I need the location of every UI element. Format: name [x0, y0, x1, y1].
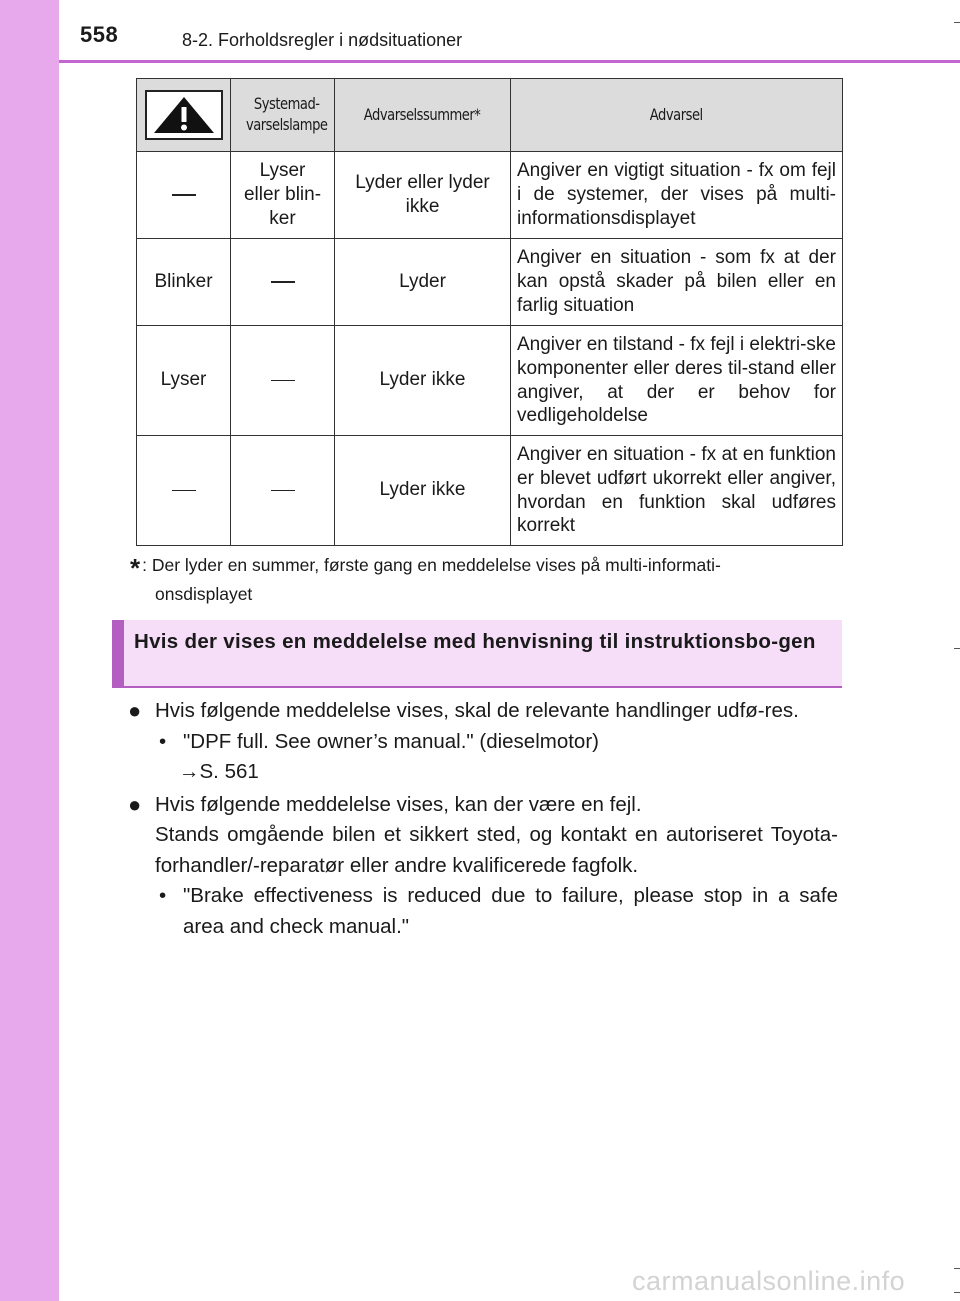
cell-warning: Angiver en situation - fx at en funktion er blevet udført ukorrekt eller angiver, hvordan en funktion skal udføres korrekt — [511, 436, 843, 546]
sub-item — [155, 881, 838, 942]
cell-dash — [137, 152, 231, 239]
cell-buzzer: Lyder eller lyder ikke — [335, 152, 511, 239]
cell-buzzer: Lyder ikke — [335, 326, 511, 436]
cell-buzzer: Lyder — [335, 239, 511, 326]
cell-dash — [231, 436, 335, 546]
list-item — [128, 696, 838, 727]
cell-lamp: Lyser eller blin- ker — [231, 152, 335, 239]
side-strip — [0, 0, 59, 1301]
header-buzzer: Advarselssummer* — [335, 79, 511, 152]
table-row — [137, 436, 843, 546]
body-text — [128, 696, 838, 942]
cell-buzzer: Lyder ikke — [335, 436, 511, 546]
table-header-row — [137, 79, 843, 152]
cell-dash — [231, 326, 335, 436]
cell-warning: Angiver en vigtigt situation - fx om fejl i de systemer, der vises på multi-informationsdisplayet — [511, 152, 843, 239]
bullet2-line1: Hvis følgende meddelelse vises, kan der være en fejl. — [155, 792, 642, 816]
sub-bullet-icon: • — [159, 884, 167, 907]
crop-mark — [954, 648, 960, 649]
crop-mark — [954, 1268, 960, 1269]
crop-mark — [954, 1292, 960, 1293]
watermark: carmanualsonline.info — [632, 1266, 906, 1296]
warning-triangle-icon — [145, 90, 223, 140]
bullet2-line2: Stands omgående bilen et sikkert sted, og kontakt en autoriseret Toyota-forhandler/-reparatør eller andre kvalificerede fagfolk. — [155, 823, 838, 877]
page-number: 558 — [80, 22, 119, 47]
cell-dash — [137, 436, 231, 546]
page-reference-link[interactable]: →S. 561 — [179, 760, 259, 783]
sub-bullet-icon: • — [159, 729, 167, 753]
cell-warning: Angiver en situation - som fx at der kan opstå skader på bilen eller en farlig situation — [511, 239, 843, 326]
subsection-heading: Hvis der vises en meddelelse med henvisning til instruktionsbo-gen — [112, 620, 842, 688]
dash-mark — [172, 194, 196, 196]
footnote — [130, 552, 840, 607]
warning-table — [136, 78, 843, 546]
dash-mark — [172, 490, 196, 492]
table-row — [137, 326, 843, 436]
table-row — [137, 152, 843, 239]
section-title: 8-2. Forholdsregler i nødsituationer — [182, 30, 463, 50]
dash-mark — [271, 490, 295, 492]
table-row — [137, 239, 843, 326]
header-system-lamp: Systemad- varselslampe — [231, 79, 335, 152]
dash-mark — [271, 281, 295, 283]
cell-warning: Angiver en tilstand - fx fejl i elektri-ske komponenter eller deres til-stand eller angiver, at der er behov for vedligeholdelse — [511, 326, 843, 436]
bullet2-sub-text: "Brake effectiveness is reduced due to failure, please stop in a safe area and check manual." — [183, 884, 838, 938]
header-warning: Advarsel — [511, 79, 843, 152]
bullet1-sub-text: "DPF full. See owner’s manual." (dieselmotor) — [183, 729, 599, 753]
footnote-star: * — [130, 553, 141, 583]
bullet2-text — [155, 790, 838, 882]
bullet-icon: ● — [128, 791, 142, 817]
list-item — [128, 790, 838, 882]
cell-icon-state: Blinker — [137, 239, 231, 326]
cell-dash — [231, 239, 335, 326]
footnote-line1: : Der lyder en summer, første gang en meddelelse vises på multi-informati- — [142, 555, 721, 575]
footnote-line2: onsdisplayet — [155, 584, 253, 604]
sub-item — [155, 727, 838, 758]
cell-icon-state: Lyser — [137, 326, 231, 436]
bullet-icon: ● — [128, 698, 142, 723]
crop-mark — [954, 22, 960, 23]
header-icon-cell — [137, 79, 231, 152]
header-rule — [59, 60, 960, 63]
bullet1-text: Hvis følgende meddelelse vises, skal de relevante handlinger udfø-res. — [155, 699, 799, 722]
dash-mark — [271, 380, 295, 382]
